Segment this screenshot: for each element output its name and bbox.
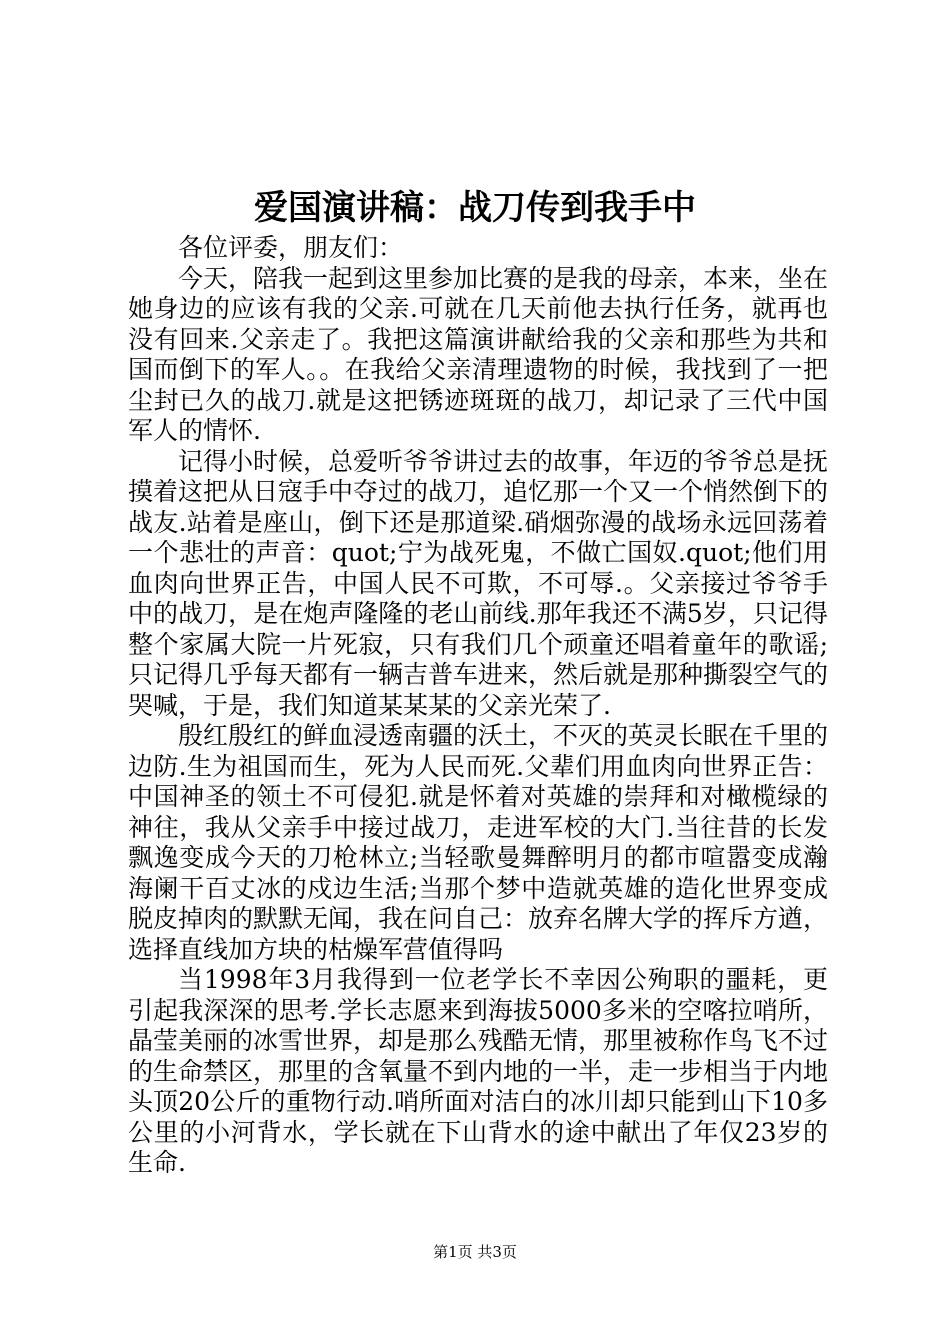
body-paragraph: 殷红殷红的鲜血浸透南疆的沃土，不灭的英灵长眠在千里的边防.生为祖国而生，死为人民而死.父辈们用血肉向世界正告：中国神圣的领土不可侵犯.就是怀着对英雄的崇拜和对橄榄绿的神往，我从父亲手中接过战刀，走进军校的大门.当往昔的长发飘逸变成今天的刀枪林立;当轻歌曼舞醉明月的都市喧嚣变成瀚海阑干百丈冰的戍边生活;当那个梦中造就英雄的造化世界变成脱皮掉肉的默默无闻，我在问自己：放弃名牌大学的挥斥方遒，选择直线加方块的枯燥军营值得吗 [128, 721, 829, 964]
body-paragraph: 当1998年3月我得到一位老学长不幸因公殉职的噩耗，更引起我深深的思考.学长志愿来到海拔5000多米的空喀拉哨所，晶莹美丽的冰雪世界，却是那么残酷无情，那里被称作鸟飞不过的生命禁区，那里的含氧量不到内地的一半，走一步相当于内地头顶20公斤的重物行动.哨所面对洁白的冰川却只能到山下10多公里的小河背水，学长就在下山背水的途中献出了年仅23岁的生命. [128, 965, 829, 1177]
body-paragraph: 今天，陪我一起到这里参加比赛的是我的母亲，本来，坐在她身边的应该有我的父亲.可就在几天前他去执行任务，就再也没有回来.父亲走了。我把这篇演讲献给我的父亲和那些为共和国而倒下的军人。。在我给父亲清理遗物的时候，我找到了一把尘封已久的战刀.就是这把锈迹斑斑的战刀，却记录了三代中国军人的情怀. [128, 263, 829, 445]
salutation-paragraph: 各位评委，朋友们： [178, 233, 404, 262]
document-title: 爱国演讲稿：战刀传到我手中 [254, 188, 696, 228]
document-body [128, 233, 828, 1179]
body-paragraph: 记得小时候，总爱听爷爷讲过去的故事，年迈的爷爷总是抚摸着这把从日寇手中夺过的战刀，追忆那一个又一个悄然倒下的战友.站着是座山，倒下还是那道梁.硝烟弥漫的战场永远回荡着一个悲壮的声音：quot;宁为战死鬼，不做亡国奴.quot;他们用血肉向世界正告，中国人民不可欺，不可辱.。父亲接过爷爷手中的战刀，是在炮声隆隆的老山前线.那年我还不满5岁，只记得整个家属大院一片死寂，只有我们几个顽童还唱着童年的歌谣;只记得几乎每天都有一辆吉普车进来，然后就是那种撕裂空气的哭喊，于是，我们知道某某某的父亲光荣了. [128, 446, 829, 720]
page-number-footer: 第1页 共3页 [433, 1243, 517, 1261]
